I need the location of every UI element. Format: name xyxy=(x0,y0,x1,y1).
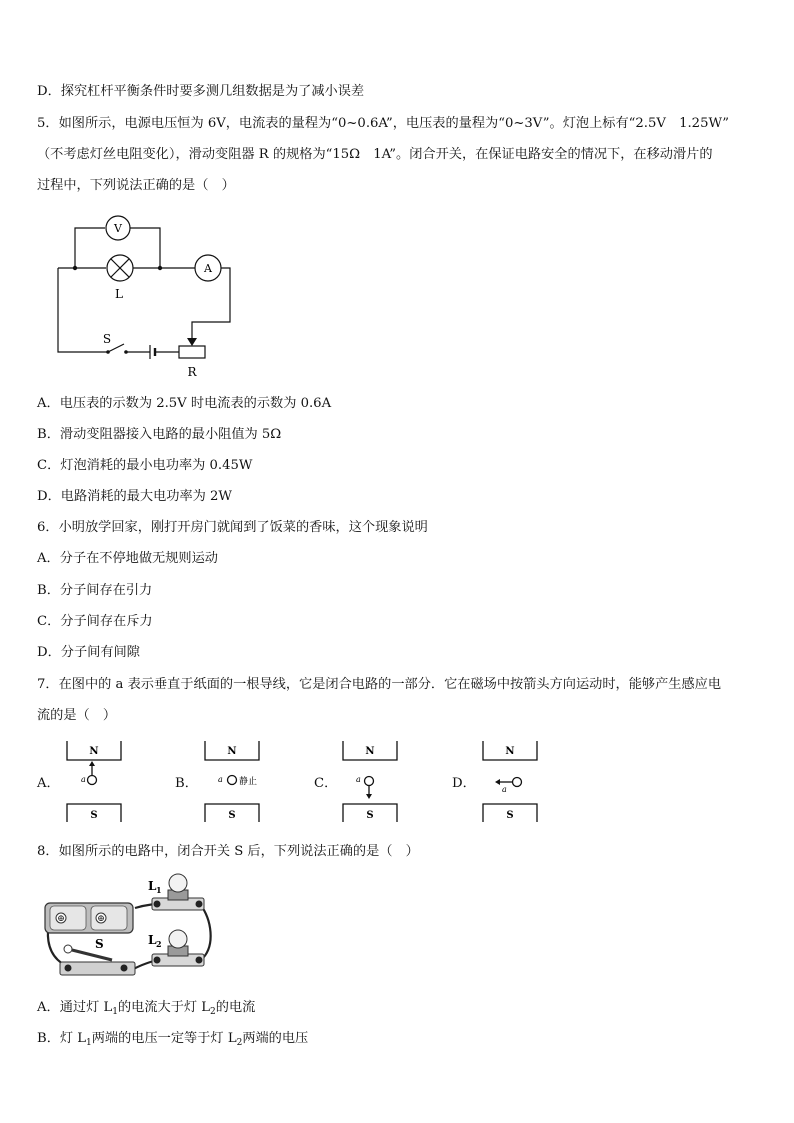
svg-text:⊕: ⊕ xyxy=(57,914,65,924)
q7-stem-line2: 流的是（ ） xyxy=(37,708,117,723)
wire-d-label: a xyxy=(502,785,507,794)
magnet-d-south: S xyxy=(506,810,514,821)
q8-option-a-sub1: 1 xyxy=(112,1007,118,1017)
q5-stem-line1: 5．如图所示，电源电压恒为 6V，电流表的量程为“0~0.6A”，电压表的量程为“0~3V”。灯泡上标有“2.5V 1.25W” xyxy=(37,116,729,131)
q7-stem-line1: 7．在图中的 a 表示垂直于纸面的一根导线，它是闭合电路的一部分．它在磁场中按箭头方向运动时，能够产生感应电 xyxy=(37,677,722,692)
q6-stem: 6．小明放学回家，刚打开房门就闻到了饭菜的香味，这个现象说明 xyxy=(37,520,428,535)
magnet-a-north: N xyxy=(89,746,99,757)
q8-option-b-pre: B．灯 L xyxy=(37,1031,87,1046)
magnet-a-south: S xyxy=(90,810,98,821)
q8-option-a-pre: A．通过灯 L xyxy=(37,1000,113,1015)
lamp2-label: L xyxy=(148,933,157,947)
q8-option-a-sub2: 2 xyxy=(210,1007,216,1017)
magnet-b-north: N xyxy=(227,746,237,757)
q6-option-c: C．分子间存在斥力 xyxy=(37,614,153,629)
lamp1-sub: 1 xyxy=(156,885,162,895)
q6-option-d: D．分子间有间隙 xyxy=(37,645,140,660)
q5-option-c: C．灯泡消耗的最小电功率为 0.45W xyxy=(37,458,253,473)
magnet-b-south: S xyxy=(228,810,236,821)
voltmeter-label: V xyxy=(114,222,122,235)
q8-option-b xyxy=(37,1031,308,1047)
q8-option-a-post: 的电流 xyxy=(215,1000,256,1015)
q8-option-a-mid: 的电流大于灯 L xyxy=(117,1000,211,1015)
q7-label-b: B． xyxy=(175,776,198,791)
rheostat-label: R xyxy=(187,365,197,379)
q5-option-d: D．电路消耗的最大电功率为 2W xyxy=(37,489,232,504)
q8-option-a xyxy=(37,1000,255,1016)
ammeter-label: A xyxy=(204,262,212,275)
q6-option-b: B．分子间存在引力 xyxy=(37,583,153,598)
wire-b-label: a xyxy=(218,775,223,784)
q5-stem-line2: （不考虑灯丝电阻变化），滑动变阻器 R 的规格为“15Ω 1A”。闭合开关，在保证电路安全的情况下，在移动滑片的 xyxy=(37,147,713,162)
q7-label-c: C． xyxy=(314,776,338,791)
q8-option-b-sub2: 2 xyxy=(236,1038,243,1048)
svg-text:⊕: ⊕ xyxy=(97,914,105,924)
magnet-c-south: S xyxy=(366,810,374,821)
q8-stem: 8．如图所示的电路中，闭合开关 S 后，下列说法正确的是（ ） xyxy=(37,844,419,859)
q6-option-a: A．分子在不停地做无规则运动 xyxy=(37,551,218,566)
static-label: 静止 xyxy=(239,777,258,787)
q5-option-a: A．电压表的示数为 2.5V 时电流表的示数为 0.6A xyxy=(37,396,332,411)
wire-a-label: a xyxy=(81,775,86,784)
lamp2-sub: 2 xyxy=(156,939,162,949)
magnet-d-north: N xyxy=(505,746,515,757)
q7-label-d: D． xyxy=(452,776,476,791)
q4-option-d: D．探究杠杆平衡条件时要多测几组数据是为了减小误差 xyxy=(37,84,365,99)
q5-option-b: B．滑动变阻器接入电路的最小阻值为 5Ω xyxy=(37,427,282,442)
lamp-label: L xyxy=(115,287,123,301)
q8-option-b-mid: 两端的电压一定等于灯 L xyxy=(91,1031,237,1046)
q8-option-b-sub1: 1 xyxy=(86,1038,92,1048)
q8-option-b-post: 两端的电压 xyxy=(242,1031,309,1046)
switch-label: S xyxy=(95,937,104,951)
q5-stem-line3: 过程中，下列说法正确的是（ ） xyxy=(37,178,235,193)
magnet-c-north: N xyxy=(365,746,375,757)
switch-label: S xyxy=(102,332,112,346)
lamp1-label: L xyxy=(148,879,157,893)
wire-c-label: a xyxy=(356,775,361,784)
q7-label-a: A． xyxy=(37,776,60,791)
